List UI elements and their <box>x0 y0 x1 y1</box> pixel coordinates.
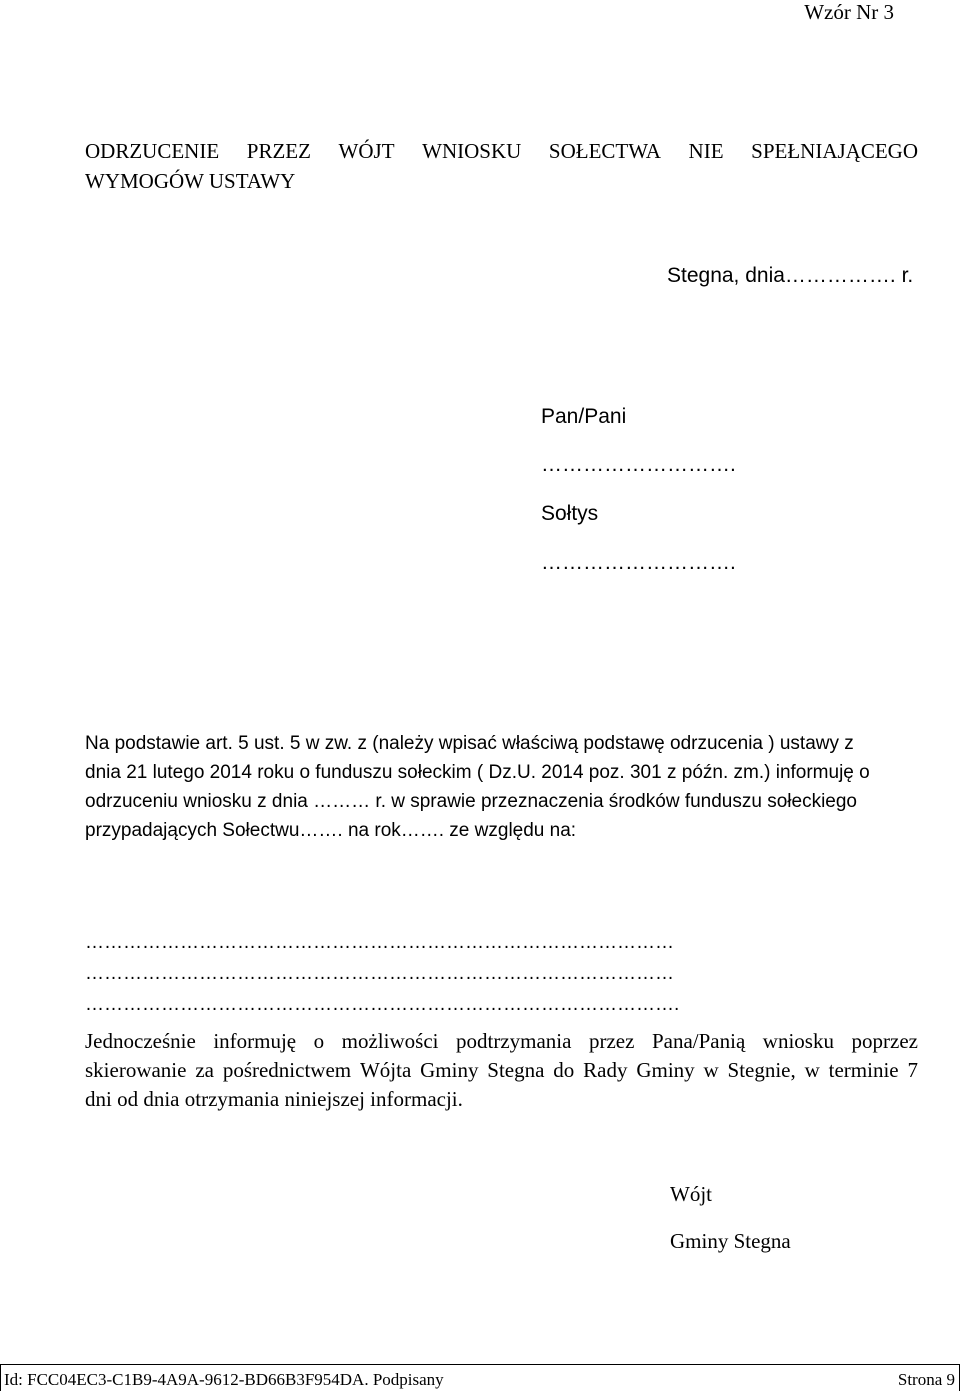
word: w <box>703 1058 719 1082</box>
footer-page-number: Strona 9 <box>897 1370 955 1389</box>
footer-divider <box>0 1364 960 1365</box>
addressee-role-placeholder: ………………………. <box>541 551 736 574</box>
word: terminie <box>828 1058 899 1082</box>
word: Pana/Panią <box>651 1029 746 1053</box>
signature-title: Wójt <box>670 1182 712 1206</box>
word: w <box>804 1058 820 1082</box>
word: Gminy <box>636 1058 695 1082</box>
word: podtrzymania <box>456 1029 572 1053</box>
title-word: SOŁECTWA <box>548 139 661 163</box>
title-word: PRZEZ <box>246 139 311 163</box>
word: informuję <box>213 1029 297 1053</box>
word: poprzez <box>851 1029 918 1053</box>
title-word: SPEŁNIAJĄCEGO <box>751 139 918 163</box>
signature-body: Gminy Stegna <box>670 1229 791 1253</box>
place-and-date: Stegna, dnia……………. r. <box>667 264 914 287</box>
word: Stegna <box>487 1058 545 1082</box>
word: wniosku <box>762 1029 834 1053</box>
paragraph-line: odrzuceniu wniosku z dnia ……… r. w sprawie przeznaczenia środków funduszu sołeckiego <box>85 791 857 812</box>
word: skierowanie <box>85 1058 187 1082</box>
word: Rady <box>583 1058 628 1082</box>
placeholder-line: …………………………………………………………………………………. <box>85 994 680 1015</box>
footer-left-border <box>0 1364 1 1391</box>
paragraph-line: Na podstawie art. 5 ust. 5 w zw. z (należy wpisać właściwą podstawę odrzucenia ) ustawy z <box>85 733 854 754</box>
paragraph-line <box>85 1056 918 1085</box>
word: Stegnie, <box>727 1058 796 1082</box>
appeal-information-paragraph <box>85 1027 918 1114</box>
paragraph-line: dni od dnia otrzymania niniejszej informacji. <box>85 1087 463 1111</box>
title-word: WÓJT <box>338 139 395 163</box>
title-word: WNIOSKU <box>422 139 522 163</box>
legal-basis-paragraph <box>85 729 923 845</box>
document-title-line-2: WYMOGÓW USTAWY <box>85 169 296 193</box>
placeholder-line: ………………………………………………………………………………… <box>85 932 674 953</box>
word: możliwości <box>341 1029 439 1053</box>
word: 7 <box>907 1058 918 1082</box>
word: Jednocześnie <box>85 1029 196 1053</box>
addressee-role-label: Sołtys <box>541 502 599 525</box>
word: do <box>553 1058 575 1082</box>
document-template-label: Wzór Nr 3 <box>804 0 894 24</box>
word: pośrednictwem <box>222 1058 352 1082</box>
word: przez <box>588 1029 635 1053</box>
title-word: ODRZUCENIE <box>85 139 220 163</box>
footer-document-id: Id: FCC04EC3-C1B9-4A9A-9612-BD66B3F954DA. Podpisany <box>4 1370 444 1389</box>
rejection-reason-placeholder <box>85 927 923 1020</box>
paragraph-line: dnia 21 lutego 2014 roku o funduszu sołeckim ( Dz.U. 2014 poz. 301 z późn. zm.) informuję o <box>85 762 870 783</box>
title-word: NIE <box>688 139 724 163</box>
document-title-line-1 <box>85 139 918 164</box>
word: o <box>313 1029 325 1053</box>
word: Gminy <box>420 1058 479 1082</box>
addressee-name-placeholder: ………………………. <box>541 453 736 476</box>
paragraph-line: przypadających Sołectwu……. na rok……. ze względu na: <box>85 820 577 841</box>
placeholder-line: ………………………………………………………………………………… <box>85 963 674 984</box>
paragraph-line <box>85 1027 918 1056</box>
addressee-label: Pan/Pani <box>541 405 627 428</box>
word: Wójta <box>359 1058 412 1082</box>
word: za <box>195 1058 214 1082</box>
